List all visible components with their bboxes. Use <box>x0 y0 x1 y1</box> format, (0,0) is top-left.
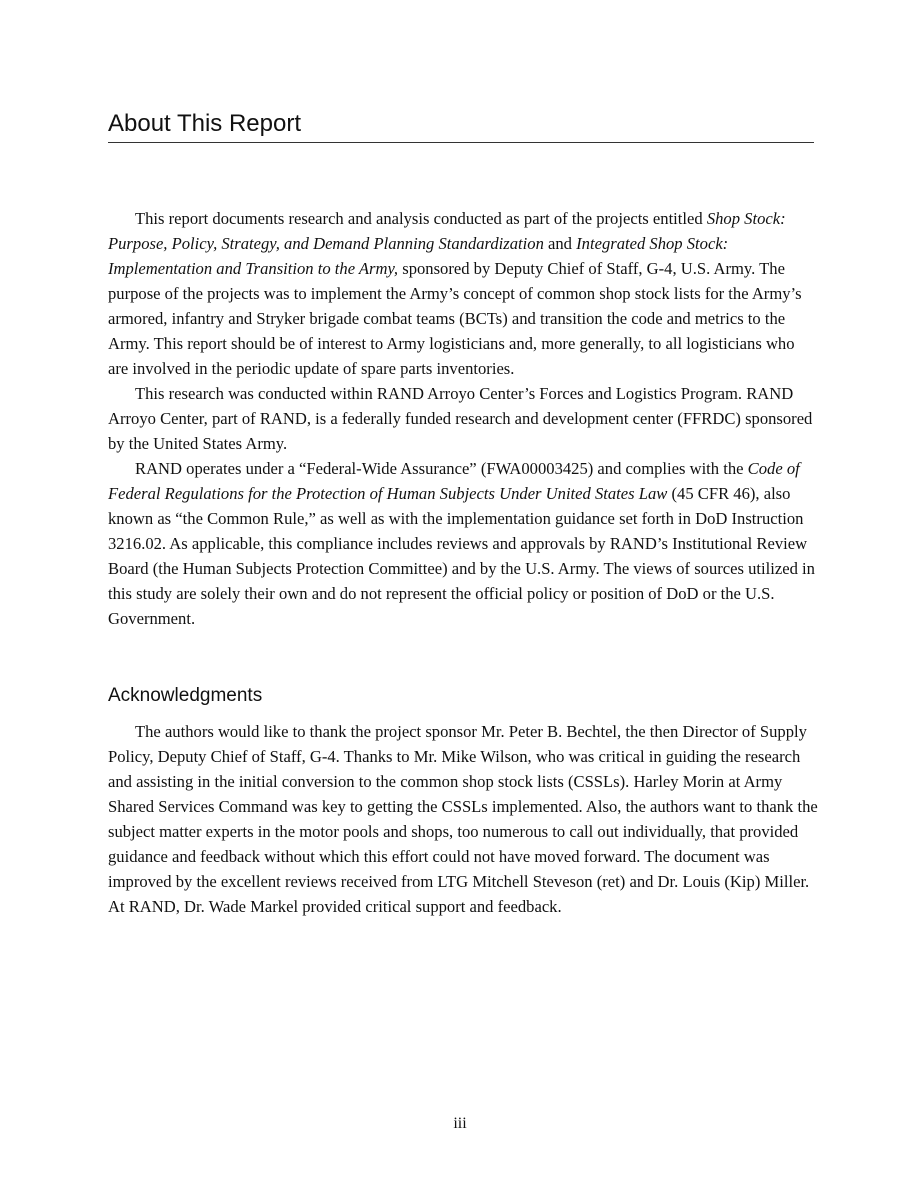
about-section <box>108 206 818 631</box>
intro-paragraph-3 <box>108 456 818 631</box>
intro-text-3b: (45 CFR 46), also known as “the Common Rule,” as well as with the implementation guidance set forth in DoD Instruction 3216.02. As applicable, this compliance includes reviews and approvals by RAND’s Institutional Review Board (the Human Subjects Protection Committee) and by the U.S. Army. The views of sources utilized in this study are solely their own and do not represent the official policy or position of DoD or the U.S. Government. <box>108 484 815 628</box>
acknowledgments-section <box>108 719 820 919</box>
regulation-title: Code of Federal Regulations for the Protection of Human Subjects Under United States Law <box>108 459 800 503</box>
intro-paragraph-2: This research was conducted within RAND Arroyo Center’s Forces and Logistics Program. RAND Arroyo Center, part of RAND, is a federally funded research and development center (FFRDC) sponsored by the United States Army. <box>108 384 813 453</box>
intro-text-1a: This report documents research and analysis conducted as part of the projects entitled <box>135 209 707 228</box>
intro-paragraph-1 <box>108 206 818 381</box>
project-title-1: Shop Stock: Purpose, Policy, Strategy, and Demand Planning Standardization <box>108 209 786 253</box>
title-divider <box>108 142 814 143</box>
acknowledgments-paragraph: The authors would like to thank the project sponsor Mr. Peter B. Bechtel, the then Director of Supply Policy, Deputy Chief of Staff, G-4. Thanks to Mr. Mike Wilson, who was critical in guiding the research and assisting in the initial conversion to the common shop stock lists (CSSLs). Harley Morin at Army Shared Services Command was key to getting the CSSLs implemented. Also, the authors want to thank the subject matter experts in the motor pools and shops, too numerous to call out individually, that provided guidance and feedback without which this effort could not have moved forward. The document was improved by the excellent reviews received from LTG Mitchell Steveson (ret) and Dr. Louis (Kip) Miller. At RAND, Dr. Wade Markel provided critical support and feedback. <box>108 722 818 916</box>
page-title: About This Report <box>108 110 301 137</box>
page-number: iii <box>453 1115 467 1132</box>
intro-text-3a: RAND operates under a “Federal-Wide Assurance” (FWA00003425) and complies with the <box>135 459 748 478</box>
acknowledgments-heading: Acknowledgments <box>108 685 263 706</box>
intro-text-1c: sponsored by Deputy Chief of Staff, G-4, U.S. Army. The purpose of the projects was to implement the Army’s concept of common shop stock lists for the Army’s armored, infantry and Stryker brigade combat teams (BCTs) and transition the code and metrics to the Army. This report should be of interest to Army logisticians and, more generally, to all logisticians who are involved in the periodic update of spare parts inventories. <box>108 259 802 378</box>
project-title-2: Integrated Shop Stock: Implementation and Transition to the Army, <box>108 234 729 278</box>
intro-text-1b: and <box>543 234 577 253</box>
